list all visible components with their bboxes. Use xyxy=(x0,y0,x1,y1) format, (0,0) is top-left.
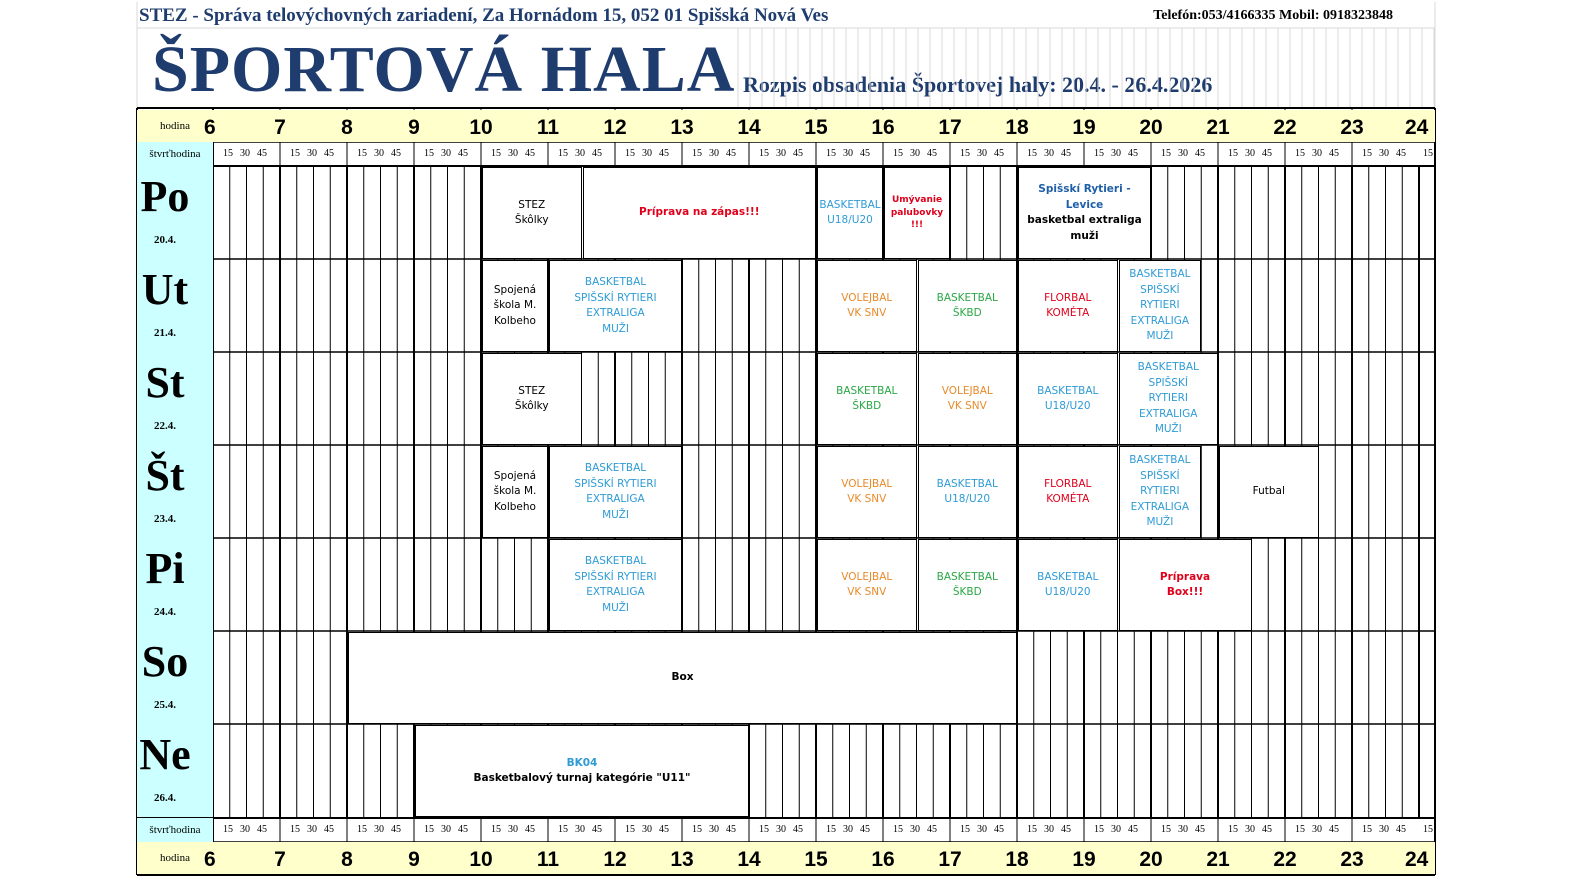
event-line: U18/U20 xyxy=(827,214,873,226)
quarter-number: 30 xyxy=(1312,148,1322,159)
event-line: U18/U20 xyxy=(944,493,991,505)
hour-number: 19 xyxy=(1072,116,1096,139)
quarter-number: 30 xyxy=(1044,148,1054,159)
event-line: VK SNV xyxy=(847,493,887,505)
quarter-number: 15 xyxy=(223,148,233,159)
quarter-number: 15 xyxy=(625,148,635,159)
quarter-label: štvrťhodina xyxy=(149,148,201,160)
quarter-number: 45 xyxy=(1195,148,1205,159)
quarter-number: 30 xyxy=(776,148,786,159)
event-line: EXTRALIGA xyxy=(1130,314,1190,327)
event-line: ŠKBD xyxy=(852,400,882,412)
event-line: STEZ xyxy=(518,384,546,397)
quarter-number: 15 xyxy=(826,824,836,835)
quarter-number: 15 xyxy=(1094,148,1104,159)
event-line: !!! xyxy=(910,220,924,231)
quarter-number: 30 xyxy=(1245,824,1255,835)
event-line: Spišskí Rytieri - xyxy=(1038,183,1131,195)
event-line: RYTIERI xyxy=(1140,485,1180,498)
event-line: STEZ xyxy=(518,198,546,211)
quarter-number: 45 xyxy=(257,148,267,159)
event-block[interactable] xyxy=(1018,539,1118,631)
quarter-number: 15 xyxy=(826,148,836,159)
event-detail: Basketbalový turnaj kategórie "U11" xyxy=(473,772,691,784)
header-bar xyxy=(137,2,1437,28)
hour-number: 6 xyxy=(204,116,216,139)
hour-number: 16 xyxy=(871,116,895,139)
quarter-number: 15 xyxy=(1027,148,1037,159)
event-line: SPIŠSKÍ RYTIERI xyxy=(574,477,657,490)
quarter-number: 30 xyxy=(575,824,585,835)
event-line: RYTIERI xyxy=(1148,392,1189,405)
quarter-number: 30 xyxy=(709,824,719,835)
quarter-number: 45 xyxy=(324,824,334,835)
quarter-number: 30 xyxy=(307,824,317,835)
event-block[interactable] xyxy=(1018,353,1118,445)
quarter-number: 15 xyxy=(1027,824,1037,835)
event-line: BK04 xyxy=(566,756,598,769)
schedule-period: Rozpis obsadenia Športovej haly: 20.4. - 26.4.2026 xyxy=(743,72,1213,97)
event-block[interactable] xyxy=(817,167,883,259)
quarter-number: 45 xyxy=(1396,824,1406,835)
quarter-number: 15 xyxy=(1094,824,1104,835)
event-block[interactable] xyxy=(817,353,917,445)
quarter-number: 30 xyxy=(374,148,384,159)
quarter-number: 15 xyxy=(357,824,367,835)
quarter-number: 45 xyxy=(927,824,937,835)
event-block[interactable] xyxy=(482,446,548,538)
hour-number: 22 xyxy=(1273,116,1297,139)
event-block[interactable] xyxy=(348,632,1017,724)
event-line: EXTRALIGA xyxy=(586,493,645,505)
day-abbreviation: Ne xyxy=(139,730,191,779)
event-block[interactable] xyxy=(1018,167,1151,259)
event-line: BASKETBAL xyxy=(584,555,647,567)
event-line: EXTRALIGA xyxy=(586,586,645,598)
quarter-number: 30 xyxy=(977,148,987,159)
event-line: ŠKBD xyxy=(952,586,982,598)
day-abbreviation: Po xyxy=(140,172,190,221)
event-block[interactable] xyxy=(549,539,682,631)
event-line: Kolbeho xyxy=(494,500,536,513)
event-block[interactable] xyxy=(482,167,582,259)
event-line: Príprava xyxy=(1159,570,1211,583)
quarter-number: 15 xyxy=(960,148,970,159)
quarter-label-bottom: štvrťhodina xyxy=(149,824,201,836)
quarter-number: 45 xyxy=(1061,148,1071,159)
day-abbreviation: Ut xyxy=(141,265,189,314)
quarter-number-last: 15 xyxy=(1423,148,1433,159)
quarter-number: 30 xyxy=(776,824,786,835)
event-line: Umývanie xyxy=(891,195,943,206)
event-block[interactable] xyxy=(918,260,1018,352)
event-line: MUŽI xyxy=(602,322,629,335)
day-date: 21.4. xyxy=(154,327,176,339)
quarter-number: 45 xyxy=(1329,148,1339,159)
event-line: VOLEJBAL xyxy=(841,291,893,304)
quarter-number: 30 xyxy=(910,824,920,835)
hour-number: 8 xyxy=(341,116,353,139)
quarter-number: 15 xyxy=(223,824,233,835)
event-line: BASKETBAL xyxy=(936,570,998,583)
event-line: BASKETBAL xyxy=(819,198,881,211)
event-block[interactable] xyxy=(549,446,682,538)
event-line: palubovky xyxy=(890,207,944,218)
event-line: BASKETBAL xyxy=(1129,268,1191,281)
event-line: BASKETBAL xyxy=(1129,454,1191,467)
event-line: Box xyxy=(671,671,694,684)
quarter-number: 45 xyxy=(860,148,870,159)
event-line: ŠKBD xyxy=(952,307,982,319)
event-block[interactable] xyxy=(1018,446,1118,538)
quarter-number: 45 xyxy=(458,148,468,159)
event-line: BASKETBAL xyxy=(1037,384,1099,397)
hour-number: 13 xyxy=(670,848,694,871)
quarter-number: 30 xyxy=(642,148,652,159)
organization-name: STEZ - Správa telovýchovných zariadení, Za Hornádom 15, 052 01 Spišská Nová Ves xyxy=(139,5,829,26)
quarter-number: 45 xyxy=(1262,824,1272,835)
event-line: SPIŠSKÍ RYTIERI xyxy=(574,291,657,304)
page-title: ŠPORTOVÁ HALA xyxy=(152,33,736,106)
quarter-number: 15 xyxy=(424,824,434,835)
event-line: SPIŠSKÍ xyxy=(1140,283,1180,296)
event-line: KOMÉTA xyxy=(1046,493,1090,505)
quarter-number: 15 xyxy=(558,148,568,159)
event-line: Škôlky xyxy=(514,214,549,226)
event-line: SPIŠSKÍ RYTIERI xyxy=(574,570,657,583)
quarter-number: 45 xyxy=(927,148,937,159)
hour-number: 17 xyxy=(938,848,962,871)
quarter-number-last: 15 xyxy=(1423,824,1433,835)
hour-number: 12 xyxy=(603,848,627,871)
quarter-number: 45 xyxy=(592,148,602,159)
quarter-number: 30 xyxy=(843,148,853,159)
event-line: škola M. xyxy=(493,299,537,312)
hour-number: 12 xyxy=(603,116,627,139)
hour-number: 23 xyxy=(1340,848,1364,871)
quarter-number: 45 xyxy=(1262,148,1272,159)
day-abbreviation: Št xyxy=(145,451,185,500)
event-block[interactable] xyxy=(918,353,1018,445)
event-line: SPIŠSKÍ xyxy=(1148,376,1188,389)
quarter-number: 45 xyxy=(994,148,1004,159)
quarter-number: 45 xyxy=(1195,824,1205,835)
hour-number: 13 xyxy=(670,116,694,139)
quarter-number: 30 xyxy=(1245,148,1255,159)
quarter-number: 45 xyxy=(592,824,602,835)
quarter-number: 45 xyxy=(726,824,736,835)
quarter-number: 15 xyxy=(759,824,769,835)
event-detail: basketbal extraliga xyxy=(1027,214,1142,226)
hour-number: 7 xyxy=(274,848,286,871)
quarter-number: 15 xyxy=(1295,824,1305,835)
hour-number: 23 xyxy=(1340,116,1364,139)
day-date: 20.4. xyxy=(154,234,176,246)
event-block[interactable] xyxy=(1119,260,1202,352)
quarter-number: 30 xyxy=(1111,148,1121,159)
quarter-number: 15 xyxy=(692,824,702,835)
quarter-number: 45 xyxy=(793,148,803,159)
quarter-number: 45 xyxy=(659,148,669,159)
event-line: Spojená xyxy=(493,283,537,296)
event-block[interactable] xyxy=(415,725,749,817)
hour-number: 18 xyxy=(1005,848,1029,871)
quarter-number: 15 xyxy=(759,148,769,159)
event-line: SPIŠSKÍ xyxy=(1140,469,1180,482)
quarter-number: 15 xyxy=(290,148,300,159)
event-line: MUŽI xyxy=(1154,423,1182,436)
quarter-number: 45 xyxy=(860,824,870,835)
quarter-number: 15 xyxy=(893,148,903,159)
event-block[interactable] xyxy=(817,260,917,352)
quarter-number: 15 xyxy=(290,824,300,835)
quarter-number: 45 xyxy=(525,824,535,835)
quarter-number: 45 xyxy=(458,824,468,835)
event-line: Futbal xyxy=(1252,485,1285,498)
quarter-number: 30 xyxy=(1111,824,1121,835)
event-block[interactable] xyxy=(817,539,917,631)
quarter-number: 15 xyxy=(357,148,367,159)
event-line: Box!!! xyxy=(1166,586,1204,598)
hour-number: 10 xyxy=(469,848,493,871)
event-block[interactable] xyxy=(1119,539,1252,631)
event-block[interactable] xyxy=(482,260,548,352)
quarter-number: 30 xyxy=(1178,824,1188,835)
event-detail: muži xyxy=(1070,229,1099,242)
quarter-number: 30 xyxy=(1044,824,1054,835)
quarter-number: 30 xyxy=(977,824,987,835)
event-line: EXTRALIGA xyxy=(1139,407,1198,420)
event-block[interactable] xyxy=(1018,260,1118,352)
event-line: FLORBAL xyxy=(1044,477,1092,490)
quarter-number: 30 xyxy=(642,824,652,835)
quarter-number: 30 xyxy=(575,148,585,159)
quarter-number: 30 xyxy=(441,824,451,835)
hour-label-bottom: hodina xyxy=(160,852,190,864)
event-line: Levice xyxy=(1065,198,1104,211)
hour-number: 6 xyxy=(204,848,216,871)
event-line: U18/U20 xyxy=(1044,586,1091,598)
quarter-number: 30 xyxy=(910,148,920,159)
event-line: Kolbeho xyxy=(494,314,536,327)
hour-number: 9 xyxy=(408,116,420,139)
hour-number: 21 xyxy=(1206,116,1230,139)
event-line: BASKETBAL xyxy=(1037,570,1099,583)
event-block[interactable] xyxy=(884,167,950,259)
hour-number: 16 xyxy=(871,848,895,871)
hour-number: 18 xyxy=(1005,116,1029,139)
quarter-number: 15 xyxy=(1161,148,1171,159)
day-abbreviation: St xyxy=(145,358,185,407)
hour-number: 15 xyxy=(804,116,828,139)
event-line: RYTIERI xyxy=(1140,299,1180,312)
hour-number: 11 xyxy=(536,848,560,871)
quarter-number: 30 xyxy=(240,824,250,835)
quarter-number: 30 xyxy=(709,148,719,159)
quarter-number: 30 xyxy=(508,148,518,159)
day-date: 22.4. xyxy=(154,420,176,432)
event-line: VK SNV xyxy=(847,586,887,598)
hour-number: 24 xyxy=(1405,848,1429,871)
event-line: KOMÉTA xyxy=(1046,307,1090,319)
day-date: 26.4. xyxy=(154,792,176,804)
quarter-number: 45 xyxy=(391,148,401,159)
event-line: MUŽI xyxy=(602,508,629,521)
event-line: BASKETBAL xyxy=(836,384,898,397)
event-block[interactable] xyxy=(482,353,582,445)
quarter-number: 45 xyxy=(726,148,736,159)
quarter-number: 30 xyxy=(1379,824,1389,835)
quarter-number: 45 xyxy=(1329,824,1339,835)
event-line: BASKETBAL xyxy=(936,477,998,490)
quarter-number: 45 xyxy=(659,824,669,835)
event-line: BASKETBAL xyxy=(1137,361,1199,374)
quarter-number: 45 xyxy=(1396,148,1406,159)
quarter-number: 15 xyxy=(893,824,903,835)
quarter-number: 15 xyxy=(1295,148,1305,159)
event-block[interactable] xyxy=(583,167,817,259)
quarter-number: 30 xyxy=(374,824,384,835)
quarter-number: 30 xyxy=(1312,824,1322,835)
quarter-number: 45 xyxy=(525,148,535,159)
quarter-number: 45 xyxy=(391,824,401,835)
quarter-number: 15 xyxy=(1228,148,1238,159)
event-line: VOLEJBAL xyxy=(841,570,893,583)
day-abbreviation: Pi xyxy=(145,544,185,593)
quarter-number: 30 xyxy=(441,148,451,159)
quarter-number: 30 xyxy=(1379,148,1389,159)
event-line: Spojená xyxy=(493,469,537,482)
hour-number: 15 xyxy=(804,848,828,871)
event-line: EXTRALIGA xyxy=(586,307,645,319)
event-block[interactable] xyxy=(918,539,1018,631)
hour-number: 17 xyxy=(938,116,962,139)
event-line: VOLEJBAL xyxy=(841,477,893,490)
day-abbreviation: So xyxy=(141,637,189,686)
event-line: MUŽI xyxy=(1146,330,1174,343)
quarter-number: 15 xyxy=(1362,148,1372,159)
event-line: MUŽI xyxy=(602,601,629,614)
hour-label: hodina xyxy=(160,120,190,132)
quarter-number: 45 xyxy=(994,824,1004,835)
event-line: MUŽI xyxy=(1146,516,1174,529)
event-block[interactable] xyxy=(1119,446,1202,538)
event-line: BASKETBAL xyxy=(584,276,647,288)
hour-number: 24 xyxy=(1405,116,1429,139)
quarter-number: 15 xyxy=(625,824,635,835)
hour-number: 8 xyxy=(341,848,353,871)
quarter-number: 45 xyxy=(1128,148,1138,159)
day-date: 25.4. xyxy=(154,699,176,711)
contact-phone: Telefón:053/4166335 Mobil: 0918323848 xyxy=(1153,8,1393,23)
quarter-number: 30 xyxy=(508,824,518,835)
quarter-number: 45 xyxy=(1128,824,1138,835)
event-line: Príprava na zápas!!! xyxy=(639,206,760,219)
event-line: U18/U20 xyxy=(1044,400,1091,412)
event-block[interactable] xyxy=(918,446,1018,538)
quarter-number: 45 xyxy=(1061,824,1071,835)
quarter-number: 45 xyxy=(257,824,267,835)
hour-number: 22 xyxy=(1273,848,1297,871)
event-block[interactable] xyxy=(817,446,917,538)
quarter-number: 30 xyxy=(307,148,317,159)
hour-number: 14 xyxy=(737,116,761,139)
hour-number: 20 xyxy=(1139,848,1163,871)
event-line: VK SNV xyxy=(847,307,887,319)
event-line: EXTRALIGA xyxy=(1130,500,1190,513)
hour-number: 10 xyxy=(469,116,493,139)
day-date: 24.4. xyxy=(154,606,176,618)
quarter-number: 15 xyxy=(1161,824,1171,835)
event-line: VOLEJBAL xyxy=(941,384,993,397)
quarter-number: 45 xyxy=(793,824,803,835)
quarter-number: 15 xyxy=(491,824,501,835)
quarter-number: 30 xyxy=(1178,148,1188,159)
hour-number: 14 xyxy=(737,848,761,871)
day-date: 23.4. xyxy=(154,513,176,525)
hour-number: 11 xyxy=(536,116,560,139)
hour-number: 19 xyxy=(1072,848,1096,871)
event-line: Škôlky xyxy=(514,400,549,412)
event-line: VK SNV xyxy=(947,400,987,412)
event-block[interactable] xyxy=(1119,353,1219,445)
hour-number: 21 xyxy=(1206,848,1230,871)
event-line: škola M. xyxy=(493,485,537,498)
event-line: BASKETBAL xyxy=(584,462,647,474)
quarter-number: 15 xyxy=(960,824,970,835)
event-line: FLORBAL xyxy=(1044,291,1092,304)
event-block[interactable] xyxy=(1219,446,1319,538)
quarter-number: 45 xyxy=(324,148,334,159)
quarter-number: 15 xyxy=(692,148,702,159)
quarter-number: 15 xyxy=(1228,824,1238,835)
quarter-number: 15 xyxy=(424,148,434,159)
event-block[interactable] xyxy=(549,260,682,352)
hour-number: 9 xyxy=(408,848,420,871)
quarter-number: 15 xyxy=(491,148,501,159)
quarter-number: 15 xyxy=(558,824,568,835)
quarter-number: 30 xyxy=(240,148,250,159)
event-line: BASKETBAL xyxy=(936,291,998,304)
hour-number: 20 xyxy=(1139,116,1163,139)
hour-number: 7 xyxy=(274,116,286,139)
quarter-number: 30 xyxy=(843,824,853,835)
quarter-number: 15 xyxy=(1362,824,1372,835)
